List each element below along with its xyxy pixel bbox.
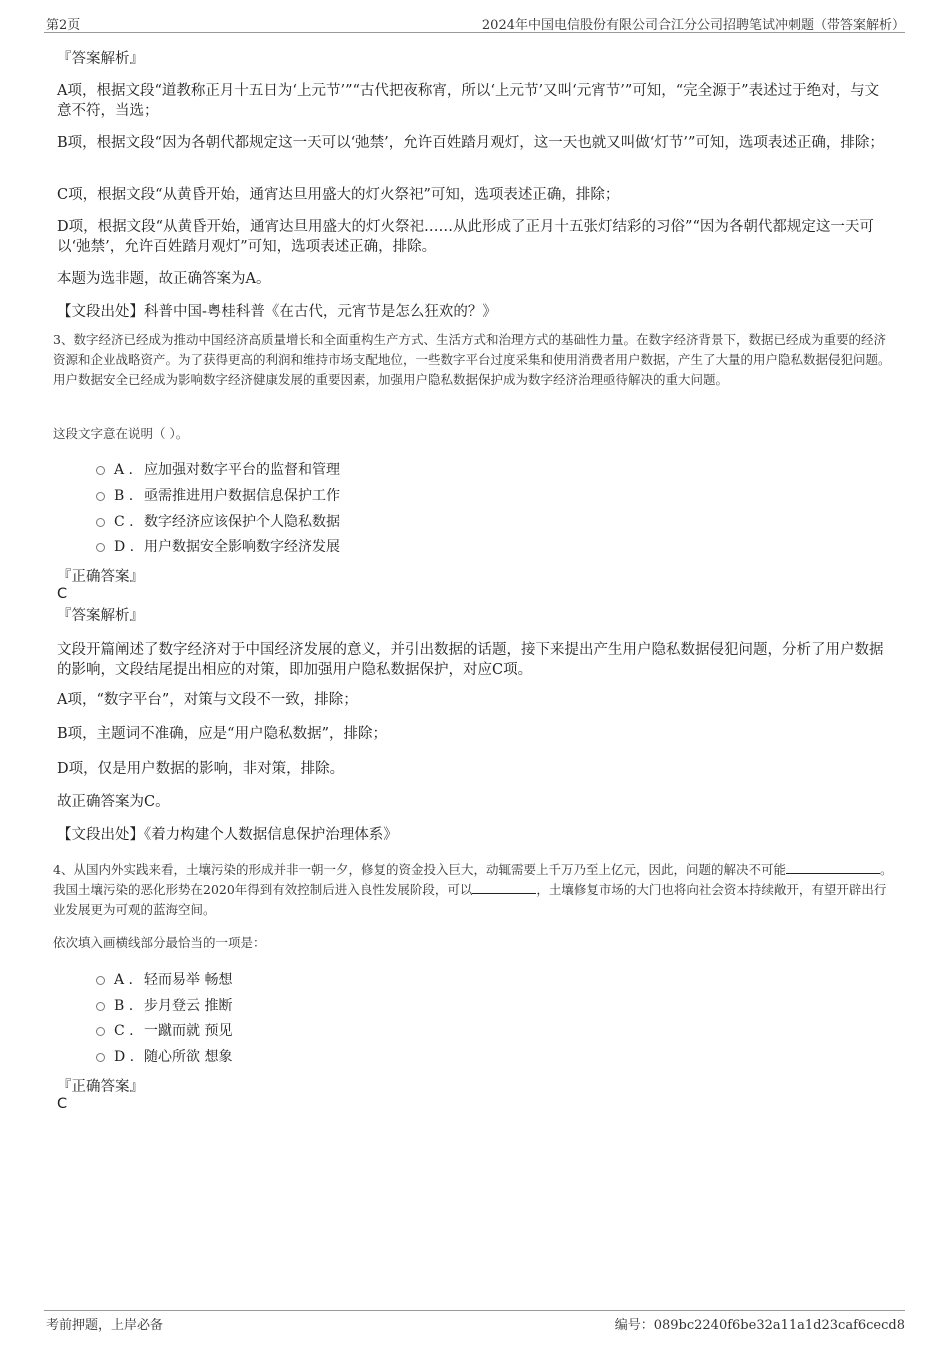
radio-icon[interactable] (96, 518, 105, 527)
correct-answer: C (57, 1096, 68, 1112)
analysis-paragraph-b: B项，主题词不准确，应是“用户隐私数据”，排除； (57, 726, 387, 742)
source-citation: 【文段出处】科普中国-粤桂科普《在古代，元宵节是怎么狂欢的？》 (57, 304, 497, 320)
analysis-summary: 文段开篇阐述了数字经济对于中国经济发展的意义，并引出数据的话题，接下来提出产生用户隐私数据侵犯问题，分析了用户数据的影响，文段结尾提出相应的对策，即加强用户隐私数据保护，对应C项。 (57, 642, 884, 678)
option-a[interactable] (96, 460, 340, 480)
option-b[interactable] (96, 996, 232, 1016)
footer-slogan: 考前押题，上岸必备 (46, 1318, 164, 1333)
radio-icon[interactable] (96, 1027, 105, 1036)
option-letter: A . (114, 972, 134, 988)
fill-blank-2 (472, 881, 536, 894)
correct-answer: C (57, 586, 68, 602)
option-text: 轻而易举 畅想 (144, 972, 233, 988)
option-letter: B . (114, 488, 134, 504)
option-text: 随心所欲 想象 (144, 1049, 233, 1065)
footer-divider (44, 1310, 905, 1311)
analysis-label: 『答案解析』 (57, 51, 144, 67)
option-b[interactable] (96, 486, 340, 506)
document-title: 2024年中国电信股份有限公司合江分公司招聘笔试冲刺题（带答案解析） (481, 18, 905, 33)
option-letter: B . (114, 998, 134, 1014)
page-number: 第2页 (46, 18, 81, 33)
question-3-text: 3、数字经济已经成为推动中国经济高质量增长和全面重构生产方式、生活方式和治理方式的基础性力量。在数字经济背景下，数据已经成为重要的经济资源和企业战略资产。为了获得更高的利润和维持市场支配地位，一些数字平台过度采集和使用消费者用户数据，产生了大量的用户隐私数据侵犯问题。用户数据安全已经成为影响数字经济健康发展的重要因素，加强用户隐私数据保护成为数字经济治理亟待解决的重大问题。 (53, 332, 891, 387)
radio-icon[interactable] (96, 492, 105, 501)
analysis-conclusion: 本题为选非题，故正确答案为A。 (57, 271, 271, 287)
question-3-prompt: 这段文字意在说明（ ）。 (53, 426, 189, 441)
analysis-paragraph-c: C项，根据文段“从黄昏开始，通宵达旦用盛大的灯火祭祀”可知，选项表述正确，排除； (57, 187, 620, 203)
option-text: 数字经济应该保护个人隐私数据 (144, 514, 340, 530)
option-text: 一蹴而就 预见 (144, 1023, 233, 1039)
option-text: 用户数据安全影响数字经济发展 (144, 539, 340, 555)
analysis-paragraph-d: D项，根据文段“从黄昏开始，通宵达旦用盛大的灯火祭祀……从此形成了正月十五张灯结彩的习俗”“因为各朝代都规定这一天可以‘弛禁’，允许百姓踏月观灯”可知，选项表述正确，排除。 (57, 219, 874, 255)
analysis-paragraph-d: D项，仅是用户数据的影响，非对策，排除。 (57, 761, 345, 777)
document-id: 编号：089bc2240f6be32a11a1d23caf6cecd8 (614, 1318, 905, 1333)
correct-answer-label: 『正确答案』 (57, 569, 144, 585)
analysis-paragraph-b: B项，根据文段“因为各朝代都规定这一天可以‘弛禁’，允许百姓踏月观灯，这一天也就又叫做‘灯节’”可知，选项表述正确，排除； (57, 135, 884, 151)
radio-icon[interactable] (96, 1002, 105, 1011)
radio-icon[interactable] (96, 543, 105, 552)
radio-icon[interactable] (96, 1053, 105, 1062)
option-d[interactable] (96, 537, 340, 557)
radio-icon[interactable] (96, 976, 105, 985)
option-text: 步月登云 推断 (144, 998, 233, 1014)
analysis-conclusion: 故正确答案为C。 (57, 794, 170, 810)
correct-answer-label: 『正确答案』 (57, 1079, 144, 1095)
radio-icon[interactable] (96, 466, 105, 475)
question-4-part-1: 4、从国内外实践来看，土壤污染的形成并非一朝一夕，修复的资金投入巨大，动辄需要上千万乃至上亿元，因此，问题的解决不可能 (53, 862, 786, 877)
analysis-paragraph-a: A项，“数字平台”，对策与文段不一致，排除； (57, 692, 358, 708)
option-c[interactable] (96, 512, 340, 532)
question-4-prompt: 依次填入画横线部分最恰当的一项是： (53, 935, 266, 950)
option-letter: D . (114, 1049, 135, 1065)
option-letter: C . (114, 514, 134, 530)
header-divider (44, 32, 905, 33)
option-d[interactable] (96, 1047, 232, 1067)
analysis-label: 『答案解析』 (57, 608, 144, 624)
option-c[interactable] (96, 1021, 232, 1041)
fill-blank-1 (786, 861, 880, 874)
option-letter: A . (114, 462, 134, 478)
source-citation: 【文段出处】《着力构建个人数据信息保护治理体系》 (57, 827, 398, 843)
option-text: 亟需推进用户数据信息保护工作 (144, 488, 340, 504)
question-4-text (53, 860, 893, 920)
option-letter: C . (114, 1023, 134, 1039)
option-text: 应加强对数字平台的监督和管理 (144, 462, 340, 478)
option-letter: D . (114, 539, 135, 555)
question-4-part-2: 。我国土壤污染的恶化形势在2020年得到有效控制后进入良性发展阶段，可以 (53, 862, 893, 897)
question-4-part-3: ，土壤修复市场的大门也将向社会资本持续敞开，有望开辟出行业发展更为可观的蓝海空间。 (53, 882, 887, 917)
analysis-paragraph-a: A项，根据文段“道教称正月十五日为‘上元节’”“古代把夜称宵，所以‘上元节’又叫‘元宵节’”可知，“完全源于”表述过于绝对，与文意不符，当选； (57, 83, 880, 119)
option-a[interactable] (96, 970, 232, 990)
